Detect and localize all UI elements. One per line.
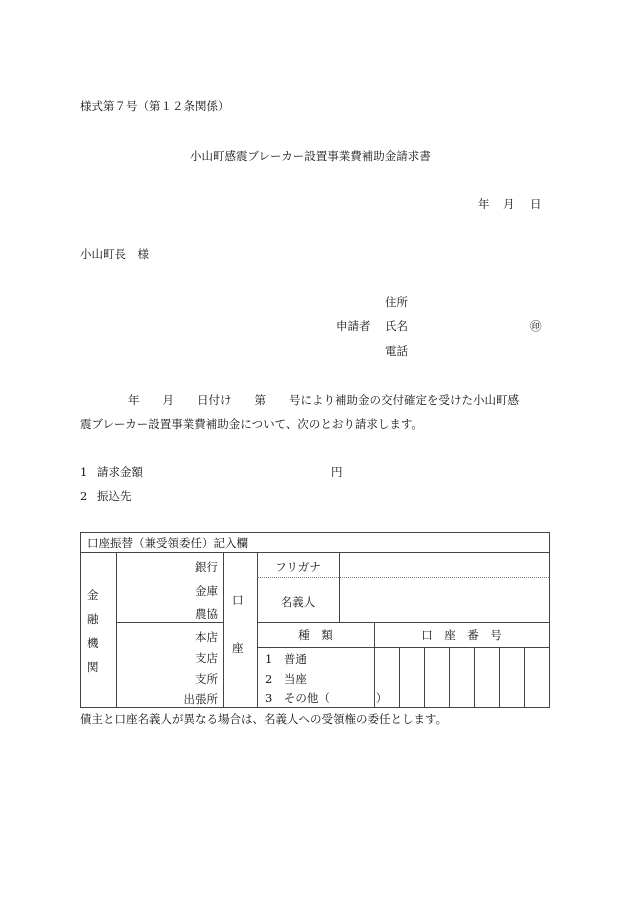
- account-number-header: 口 座 番 号: [421, 628, 502, 642]
- bank-type-shinkin: 金庫: [195, 584, 218, 598]
- seal-mark: ㊞: [530, 319, 542, 333]
- item-label: 振込先: [97, 489, 132, 503]
- date-month: 月: [503, 197, 515, 211]
- furigana-dotted-line: [257, 577, 549, 578]
- branch-type-branch: 支店: [195, 651, 218, 665]
- digit-divider: [399, 647, 400, 707]
- table-header: 口座振替（兼受領委任）記入欄: [87, 536, 248, 550]
- bank-account-table: [80, 532, 550, 708]
- account-type-other: 3 その他（ ）: [265, 691, 388, 705]
- institution-char: 融: [87, 612, 99, 626]
- account-type-ordinary: 1 普通: [265, 652, 307, 666]
- bank-type-noukyo: 農協: [195, 607, 218, 621]
- addressee: 小山町長 様: [80, 247, 149, 261]
- col-line-label: [339, 552, 340, 622]
- bank-branch-separator: [116, 622, 223, 623]
- name-label: 氏名: [385, 319, 408, 333]
- yen-unit: 円: [331, 465, 343, 479]
- footer-note: 債主と口座名義人が異なる場合は、名義人への受領権の委任とします。: [80, 712, 448, 726]
- digit-divider: [474, 647, 475, 707]
- holder-separator: [257, 622, 549, 623]
- institution-char: 機: [87, 636, 99, 650]
- digit-divider: [424, 647, 425, 707]
- account-type-current: 2 当座: [265, 672, 307, 686]
- date-year: 年: [478, 197, 490, 211]
- account-char: 口: [232, 593, 244, 607]
- digit-divider: [499, 647, 500, 707]
- item-number: 2: [80, 489, 88, 503]
- document-title: 小山町感震ブレーカー設置事業費補助金請求書: [190, 149, 431, 163]
- col-line-institution: [116, 552, 117, 707]
- phone-label: 電話: [385, 344, 408, 358]
- type-header: 種 類: [298, 628, 333, 642]
- digit-divider: [449, 647, 450, 707]
- applicant-label: 申請者: [336, 319, 371, 333]
- branch-type-office: 出張所: [183, 692, 218, 706]
- holder-label: 名義人: [280, 595, 316, 609]
- form-number: 様式第７号（第１２条関係）: [80, 99, 230, 113]
- col-line-bank: [223, 552, 224, 707]
- date-day: 日: [530, 197, 542, 211]
- furigana-label: フリガナ: [275, 560, 321, 574]
- address-label: 住所: [385, 295, 408, 309]
- branch-type-head: 本店: [195, 630, 218, 644]
- branch-type-sub: 支所: [195, 672, 218, 686]
- institution-char: 金: [87, 588, 99, 602]
- body-line-2: 震ブレーカー設置事業費補助金について、次のとおり請求します。: [80, 417, 423, 431]
- bank-type-bank: 銀行: [195, 560, 218, 574]
- header-separator: [81, 552, 549, 553]
- digit-divider: [524, 647, 525, 707]
- item-label: 請求金額: [97, 465, 143, 479]
- type-header-separator: [257, 647, 549, 648]
- institution-char: 関: [87, 660, 99, 674]
- item-number: 1: [80, 465, 88, 479]
- account-char: 座: [232, 641, 244, 655]
- body-line-1: 年 月 日付け 第 号により補助金の交付確定を受けた小山町感: [128, 393, 519, 407]
